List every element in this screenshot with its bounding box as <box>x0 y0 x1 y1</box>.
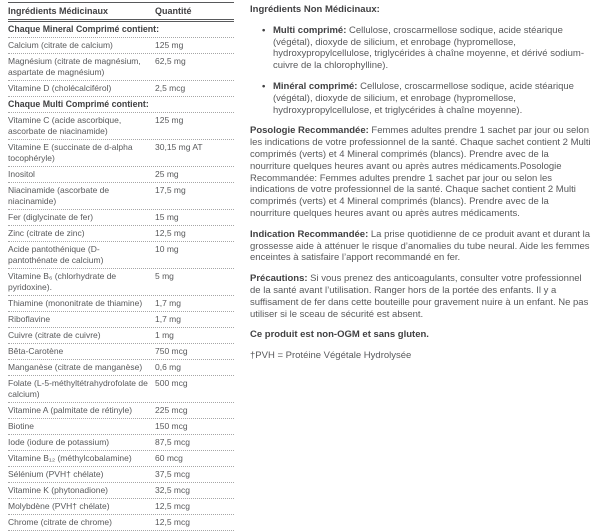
ingredient-quantity: 0,6 mg <box>155 362 181 372</box>
ingredient-quantity: 60 mcg <box>155 453 183 463</box>
table-row <box>8 226 234 242</box>
multi-tablet-label: Multi comprimé: <box>273 24 347 36</box>
recommended-dose-text: Femmes adultes prendre 1 sachet par jour ou selon les indications de votre professionnel de la santé. Chaque sachet contient 2 Multi comprimés (verts) et 4 Mineral comprimés (blancs). Prendre avec de la nourriture quelques heures avant ou après autres médicaments.Posologie Recommandée: Femmes adultes prendre 1 sachet par jour ou selon les indications de votre professionnel de la santé. Chaque sachet contient 2 Multi comprimés (verts) et 4 Mineral comprimés (blancs). Prendre avec de la nourriture quelques heures avant ou après autres médicaments. <box>250 125 591 219</box>
table-row <box>8 210 234 226</box>
table-group-row <box>8 97 234 113</box>
multi-tablet-text: Cellulose, croscarmellose sodique, acide stéarique (végétal), dioxyde de silicium, et enrobage (hypromellose, hydroxypropylcellulose, triglycérides à chaîne moyenne, et dérivé sodium-cuivre de la chlorophylline). <box>273 24 585 72</box>
pvh-footnote: †PVH = Protéine Végétale Hydrolysée <box>250 350 412 362</box>
ingredient-quantity: 15 mg <box>155 212 179 222</box>
ingredient-quantity: 25 mg <box>155 169 179 179</box>
ingredient-quantity: 225 mcg <box>155 405 188 415</box>
table-group-row <box>8 22 234 38</box>
table-rows <box>8 22 234 531</box>
table-row <box>8 242 234 269</box>
recommended-indication-label: Indication Recommandée: <box>250 228 369 240</box>
ingredient-quantity: 62,5 mg <box>155 56 186 66</box>
ingredient-name: Molybdène (PVH† chélate) <box>8 501 110 511</box>
non-medicinal-header <box>250 4 592 16</box>
ingredient-quantity: 32,5 mcg <box>155 485 190 495</box>
table-row <box>8 403 234 419</box>
ingredient-quantity: 750 mcg <box>155 346 188 356</box>
medicinal-ingredients-table <box>8 2 234 531</box>
ingredient-name: Biotine <box>8 421 34 431</box>
table-row <box>8 113 234 140</box>
table-row <box>8 296 234 312</box>
table-row <box>8 328 234 344</box>
ingredient-quantity: 87,5 mcg <box>155 437 190 447</box>
table-row <box>8 451 234 467</box>
table-header-row <box>8 2 234 22</box>
table-row <box>8 344 234 360</box>
ingredient-quantity: 1 mg <box>155 330 174 340</box>
ingredient-name: Vitamine B₁₂ (méthylcobalamine) <box>8 453 132 463</box>
ingredient-name: Cuivre (citrate de cuivre) <box>8 330 101 340</box>
list-item <box>262 81 592 116</box>
table-row <box>8 499 234 515</box>
table-row <box>8 376 234 403</box>
precautions-label: Précautions: <box>250 273 308 285</box>
bullet-icon: • <box>262 80 266 92</box>
table-row <box>8 38 234 54</box>
ingredient-name: Acide pantothénique (D-pantothénate de calcium) <box>8 244 104 265</box>
ingredient-name: Zinc (citrate de zinc) <box>8 228 85 238</box>
table-row <box>8 167 234 183</box>
ingredient-name: Niacinamide (ascorbate de niacinamide) <box>8 185 110 206</box>
table-row <box>8 360 234 376</box>
recommended-indication-text: La prise quotidienne de ce produit avant et durant la grossesse aide à atténuer le risque d’anomalies du tube neural. Aide les femmes enceintes à satisfaire l’apport recommandé en fer. <box>250 228 591 264</box>
ingredient-name: Thiamine (mononitrate de thiamine) <box>8 298 143 308</box>
ingredient-name: Inositol <box>8 169 35 179</box>
column-header-quantity: Quantité <box>155 6 192 16</box>
ingredient-name: Vitamine K (phytonadione) <box>8 485 109 495</box>
ingredient-name: Magnésium (citrate de magnésium, aspartate de magnésium) <box>8 56 141 77</box>
table-row <box>8 81 234 97</box>
ingredient-quantity: 17,5 mg <box>155 185 186 195</box>
mineral-tablet-ingredients <box>273 81 592 116</box>
ingredient-name: Sélénium (PVH† chélate) <box>8 469 104 479</box>
non-gmo-statement: Ce produit est non-OGM et sans gluten. <box>250 329 429 341</box>
ingredient-quantity: 5 mg <box>155 271 174 281</box>
ingredient-quantity: 10 mg <box>155 244 179 254</box>
ingredient-quantity: 2,5 mcg <box>155 83 186 93</box>
ingredient-name: Folate (L-5-méthyltétrahydrofolate de calcium) <box>8 378 148 399</box>
group-header-label: Chaque Multi Comprimé contient: <box>8 99 149 109</box>
ingredient-name: Vitamine B₆ (chlorhydrate de pyridoxine). <box>8 271 117 292</box>
ingredient-name: Vitamine A (palmitate de rétinyle) <box>8 405 133 415</box>
ingredient-quantity: 1,7 mg <box>155 298 181 308</box>
table-row <box>8 54 234 81</box>
ingredient-quantity: 12,5 mcg <box>155 517 190 527</box>
recommended-dose-label: Posologie Recommandée: <box>250 125 369 137</box>
ingredient-quantity: 12,5 mg <box>155 228 186 238</box>
table-row <box>8 467 234 483</box>
ingredient-quantity: 30,15 mg AT <box>155 142 203 152</box>
ingredient-quantity: 500 mcg <box>155 378 188 388</box>
column-header-ingredients: Ingrédients Médicinaux <box>8 6 109 16</box>
ingredient-name: Vitamine D (cholécalciférol) <box>8 83 112 93</box>
table-row <box>8 269 234 296</box>
precautions-paragraph <box>250 273 592 320</box>
table-row <box>8 483 234 499</box>
ingredient-name: Vitamine E (succinate de d-alpha tocophéryle) <box>8 142 133 163</box>
precautions-text: Si vous prenez des anticoagulants, consulter votre professionnel de la santé avant l’utilisation. Ranger hors de la portée des enfants. Il y a suffisament de fer dans cette bouteille pour gravement nuire à un enfant. Ne pas utiliser si le sceau de sécurité est absent. <box>250 273 589 320</box>
recommended-indication-paragraph <box>250 229 592 264</box>
recommended-dose-paragraph <box>250 125 592 219</box>
ingredient-name: Chrome (citrate de chrome) <box>8 517 112 527</box>
table-row <box>8 515 234 531</box>
ingredient-name: Bêta-Carotène <box>8 346 64 356</box>
ingredient-name: Iode (iodure de potassium) <box>8 437 110 447</box>
ingredient-quantity: 150 mcg <box>155 421 188 431</box>
table-row <box>8 435 234 451</box>
ingredient-quantity: 12,5 mcg <box>155 501 190 511</box>
table-row <box>8 183 234 210</box>
ingredient-quantity: 125 mg <box>155 40 184 50</box>
group-header-label: Chaque Mineral Comprimé contient: <box>8 24 160 34</box>
ingredient-name: Calcium (citrate de calcium) <box>8 40 113 50</box>
non-medicinal-header-label: Ingrédients Non Médicinaux: <box>250 4 380 15</box>
ingredient-name: Vitamine C (acide ascorbique, ascorbate de niacinamide) <box>8 115 122 136</box>
bullet-icon: • <box>262 24 266 36</box>
ingredient-name: Riboflavine <box>8 314 51 324</box>
ingredient-name: Fer (diglycinate de fer) <box>8 212 94 222</box>
non-medicinal-info-column <box>250 4 592 371</box>
ingredient-quantity: 37,5 mcg <box>155 469 190 479</box>
list-item <box>262 25 592 72</box>
table-row <box>8 140 234 167</box>
mineral-tablet-label: Minéral comprimé: <box>273 80 358 92</box>
ingredient-quantity: 1,7 mg <box>155 314 181 324</box>
ingredient-name: Manganèse (citrate de manganèse) <box>8 362 143 372</box>
table-row <box>8 312 234 328</box>
table-row <box>8 419 234 435</box>
ingredient-quantity: 125 mg <box>155 115 184 125</box>
mineral-tablet-text: Cellulose, croscarmellose sodique, acide stéarique (végétal), dioxyde de silicium, et enrobage (hypromellose, hydroxypropylcellulose, et triglycérides à chaîne moyenne). <box>273 80 574 116</box>
multi-tablet-ingredients <box>273 25 592 72</box>
